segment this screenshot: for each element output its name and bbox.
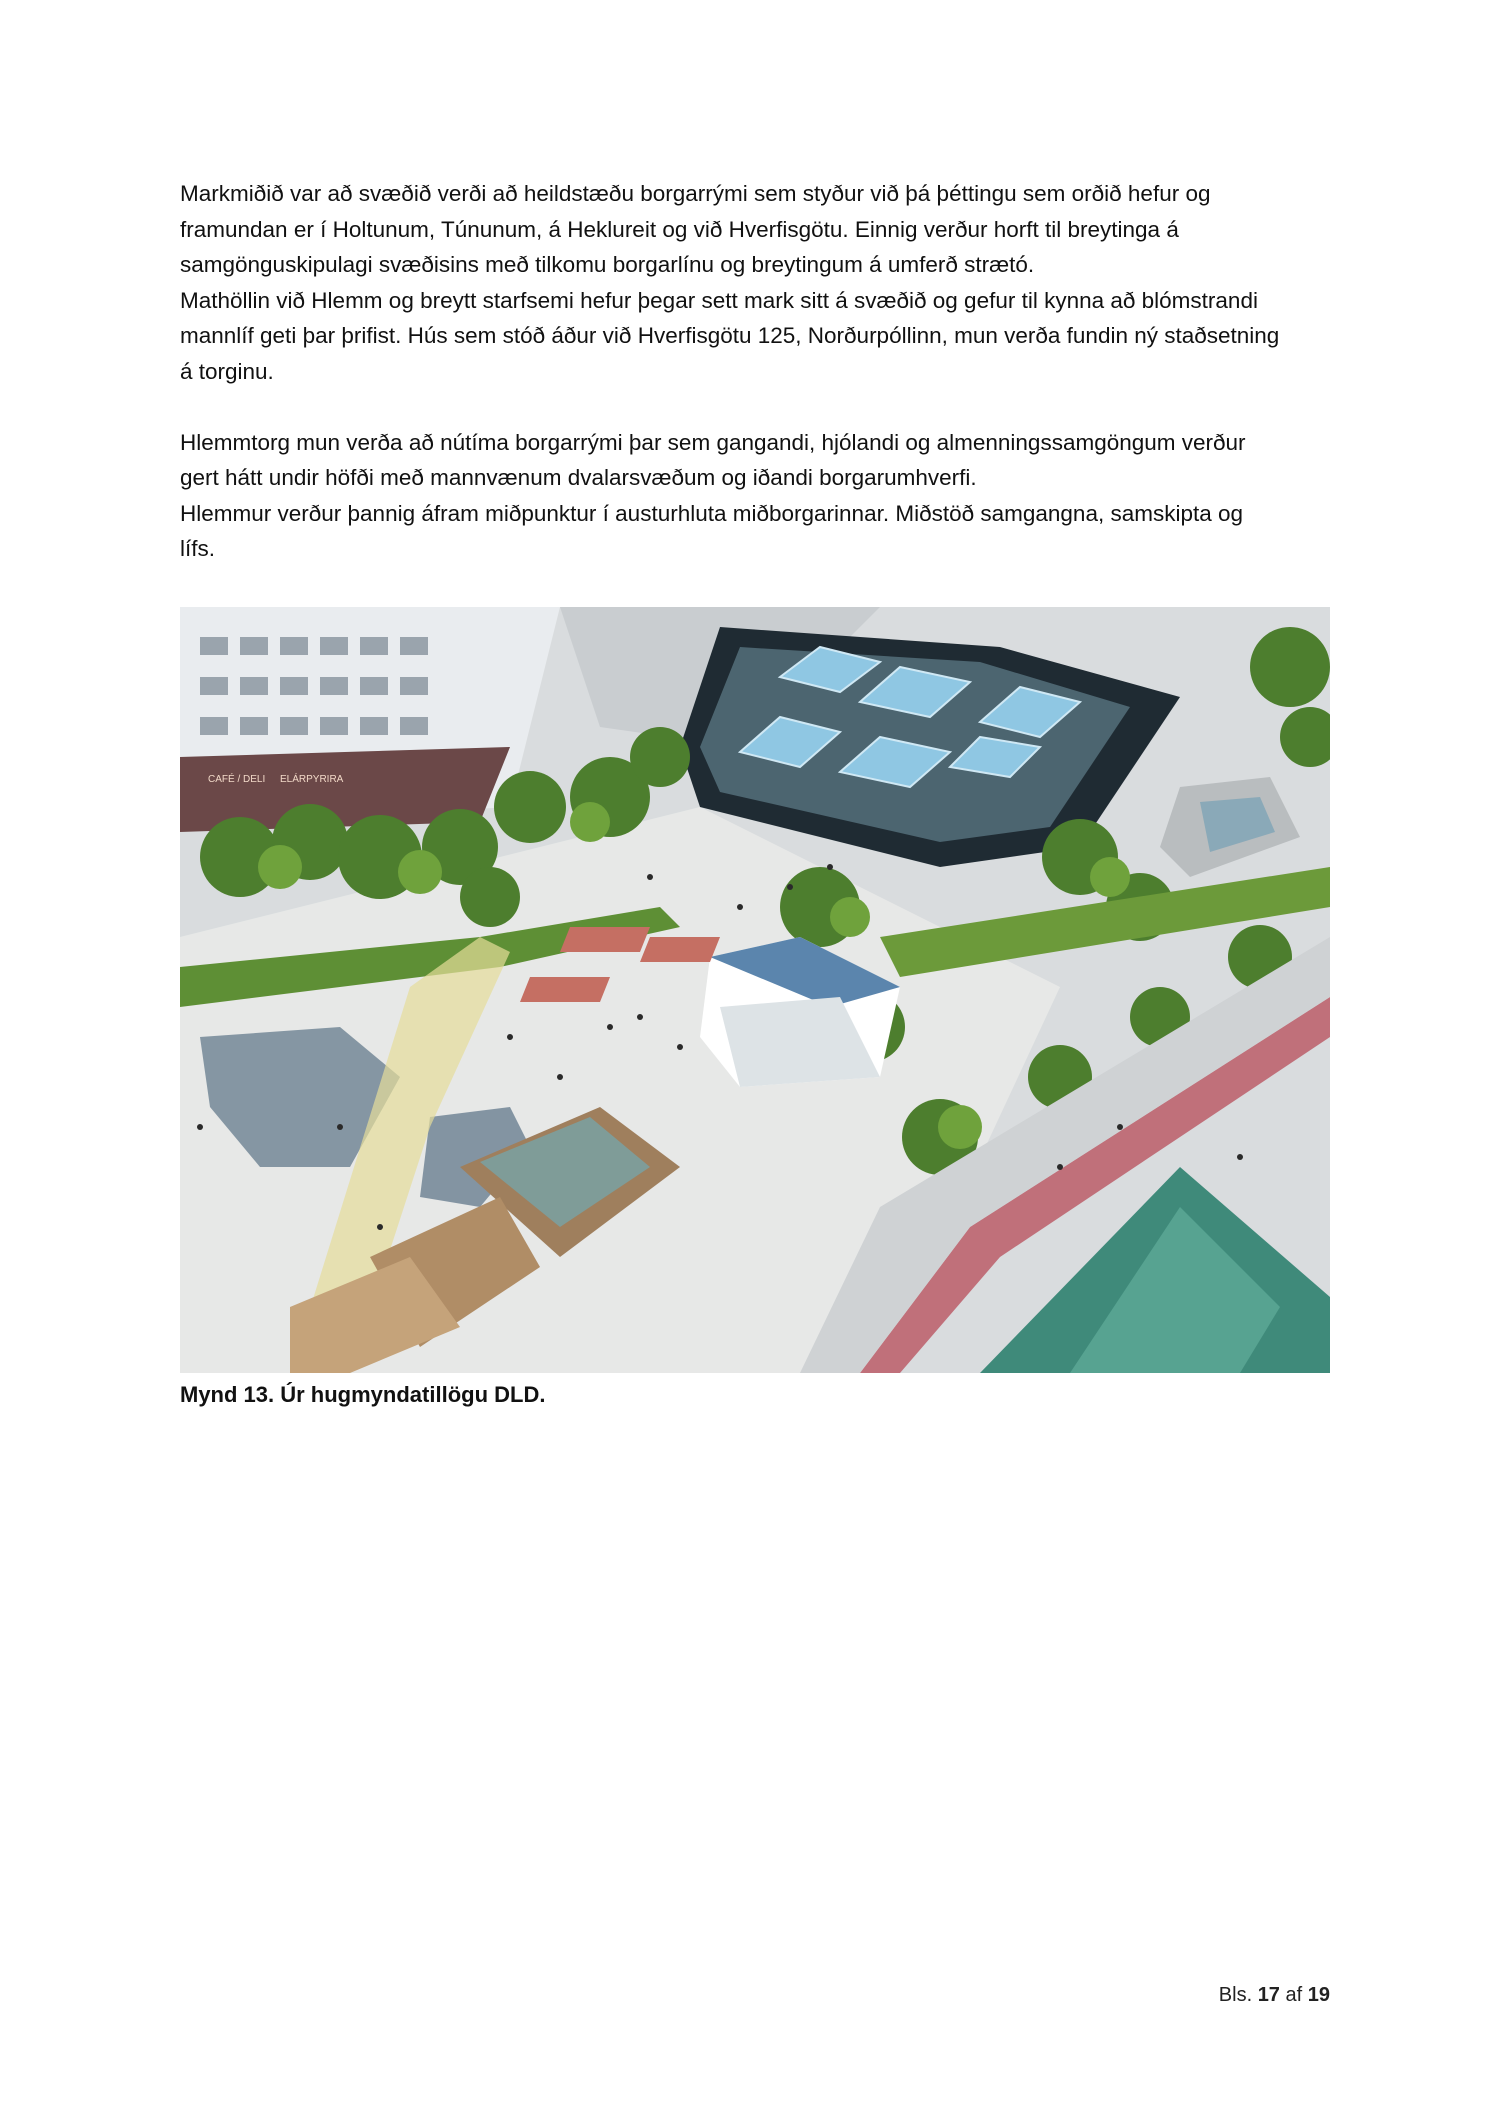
building-sign-left: CAFÉ / DELI <box>208 774 266 785</box>
aerial-rendering-image <box>180 607 1330 1373</box>
page-number-prefix: Bls. <box>1218 1984 1253 2006</box>
page-number-current: 17 <box>1257 1984 1280 2006</box>
page-number-total: 19 <box>1307 1984 1330 2006</box>
page-number <box>1219 1984 1330 2007</box>
paragraph-2: Hlemmtorg mun verða að nútíma borgarrými þar sem gangandi, hjólandi og almenningssamgöngum verður gert hátt undir höfði með mannvænum dvalarsvæðum og iðandi borgarumhverfi. Hlemmur verður þannig áfram miðpunktur í austurhluta miðborgarinnar. Miðstöð samgangna, samskipta og lífs. <box>180 429 1246 561</box>
paragraph-1: Markmiðið var að svæðið verði að heildstæðu borgarrými sem styður við þá þéttingu sem orðið hefur og framundan er í Holtunum, Túnunum, á Heklureit og við Hverfisgötu. Einnig verður horft til breytinga á samgönguskipulagi svæðisins með tilkomu borgarlínu og breytingum á umferð strætó. Mathöllin við Hlemm og breytt starfsemi hefur þegar sett mark sitt á svæðið og gefur til kynna að blómstrandi mannlíf geti þar þrifist. Hús sem stóð áður við Hverfisgötu 125, Norðurpóllinn, mun verða fundin ný staðsetning á torginu. <box>180 181 1280 384</box>
building-sign-right: ELÁRPYRIRA <box>280 774 344 785</box>
body-text <box>180 176 1330 567</box>
figure-caption: Mynd 13. Úr hugmyndatillögu DLD. <box>180 1382 546 1407</box>
page-number-separator: af <box>1285 1984 1303 2006</box>
